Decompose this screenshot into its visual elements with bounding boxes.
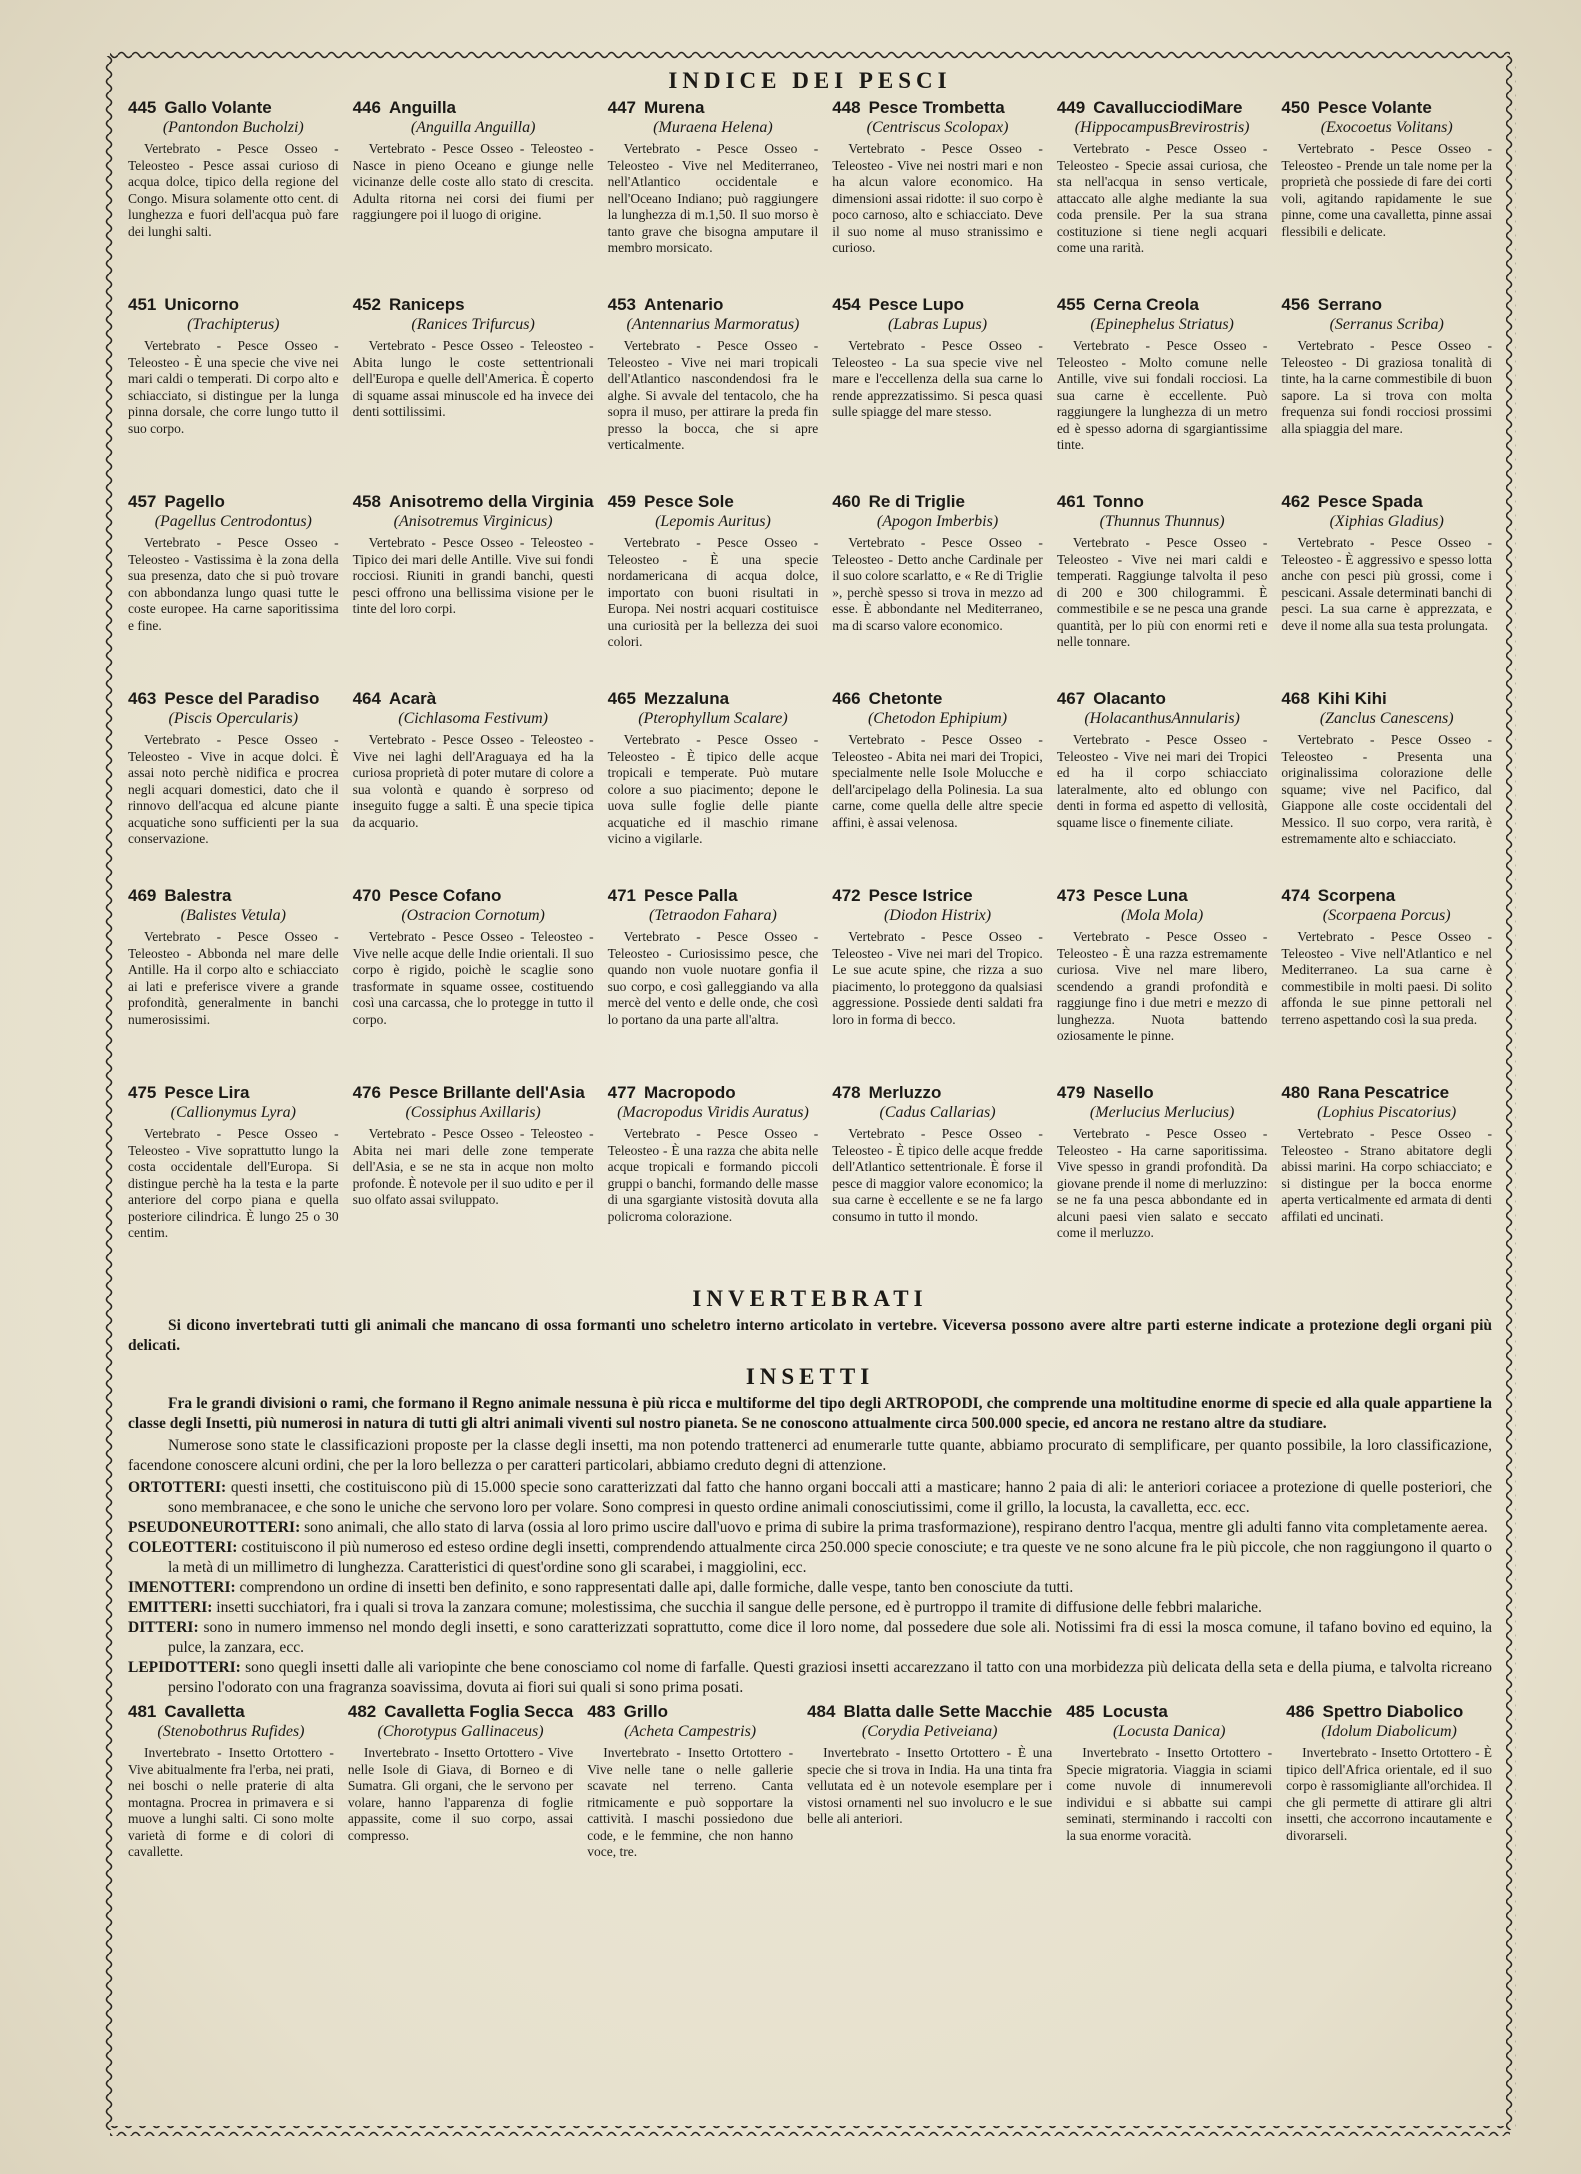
entry-scientific-name: (Pterophyllum Scalare) <box>638 710 788 727</box>
entry-scientific-name: (Corydia Petiveiana) <box>861 1723 998 1740</box>
insetti-paragraph-1: Fra le grandi divisioni o rami, che formano il Regno animale nessuna è più ricca e multiforme del tipo degli ARTROPODI, che comprende una moltitudine enorme di specie ed alla quale appartiene la classe degli Insetti, più numerosi in natura di tutti gli altri animali viventi sul nostro pianeta. Se ne conoscono attualmente circa 500.000 specie, ed ancora ne restano altre da studiare. <box>128 1395 1492 1432</box>
index-entry <box>353 295 594 492</box>
entry-description: Invertebrato - Insetto Ortottero - Vive nelle tane o nelle gallerie scavate nel terreno. Canta ritmicamente e può sopportare la cattività. I maschi possiedono due code, e le femmine, che non hanno voce, tre. <box>587 1745 794 1859</box>
entry-number: 483 <box>587 1702 616 1721</box>
entry-name: Unicorno <box>164 295 239 314</box>
entry-name: Acarà <box>388 689 437 708</box>
entry-name: Cavalletta <box>164 1702 245 1721</box>
entry-description: Vertebrato - Pesce Osseo - Teleosteo - Vive nel Mediterraneo, nell'Atlantico occidentale e nell'Oceano Indiano; può raggiungere la lunghezza di m.1,50. Il suo morso è tanto grave che bisogna amputare il membro morsicato. <box>607 141 819 255</box>
entry-name: Balestra <box>164 886 232 905</box>
entry-name: Kihi Kihi <box>1317 689 1387 708</box>
index-entry <box>1057 98 1268 295</box>
entry-heading <box>608 1083 819 1103</box>
entry-description: Invertebrato - Insetto Ortottero - Vive nelle Isole di Giava, di Borneo e di Sumatra. Gli organi, che le servono per volare, hanno l'apparenza di foglie appassite, come il suo corpo, assai compresso. <box>347 1745 574 1843</box>
entry-scientific-name: (Callionymus Lyra) <box>170 1104 296 1121</box>
index-entry <box>608 1083 819 1280</box>
entry-number: 464 <box>352 689 381 708</box>
entry-scientific-name: (Centriscus Scolopax) <box>866 119 1009 136</box>
entry-name: Mezzaluna <box>644 689 730 708</box>
entry-number: 486 <box>1286 1702 1315 1721</box>
order-description: questi insetti, che costituiscono più di 15.000 specie sono caratterizzati dal fatto che hanno organi boccali atti a masticare; hanno 2 paia di ali: le anteriori coriacee a protezione di quelle posteriori, che sono membranacee, e che sono le uniche che servono loro per volare. Sono compresi in questo ordine animali conosciutissimi, come il grillo, la locusta, la cavalletta, ecc. ecc. <box>168 1479 1493 1516</box>
entry-description: Vertebrato - Pesce Osseo - Teleosteo - Nasce in pieno Oceano e giunge nelle vicinanze delle coste allo stato di crescita. Adulta ritorna nei corsi dei fiumi per raggiungere poi il luogo di origine. <box>352 141 594 222</box>
entry-name: Grillo <box>623 1702 668 1721</box>
entry-number: 480 <box>1281 1083 1310 1102</box>
entry-scientific-name: (Trachipterus) <box>187 316 280 333</box>
entry-scientific-name: (Zanclus Canescens) <box>1319 710 1454 727</box>
entry-description: Vertebrato - Pesce Osseo - Teleosteo - Vive soprattutto lungo la costa occidentale dell'Europa. Si distingue perchè ha la testa e la parte anteriore del corpo piana e quella posteriore cilindrica. È lungo 25 o 30 centim. <box>128 1126 339 1240</box>
entry-number: 475 <box>128 1083 157 1102</box>
entry-heading <box>1281 98 1492 118</box>
entry-description: Vertebrato - Pesce Osseo - Teleosteo - È aggressivo e spesso lotta anche con pesci più grossi, come i pescicani. Assale determinati banchi di pesci. La sua carne è apprezzata, e deve il nome alla sua testa prolungata. <box>1281 535 1492 633</box>
index-entry <box>832 492 1043 689</box>
entry-heading <box>1057 689 1268 709</box>
index-entry <box>353 98 594 295</box>
entry-heading <box>128 886 339 906</box>
entry-description: Vertebrato - Pesce Osseo - Teleosteo - È tipico delle acque tropicali e temperate. Può mutare colore a suo piacimento; depone le uova sulle foglie delle piante acquatiche ed il maschio rimane vicino a vigilarle. <box>607 732 819 846</box>
index-entry <box>587 1702 793 1928</box>
entry-scientific-name: (Cossiphus Axillaris) <box>405 1104 541 1121</box>
entry-scientific-name: (Idolum Diabolicum) <box>1321 1723 1457 1740</box>
entry-scientific-name: (Ostracion Cornotum) <box>401 907 545 924</box>
entry-number: 460 <box>832 492 861 511</box>
entry-scientific-name: (Tetraodon Fahara) <box>649 907 777 924</box>
entry-number: 477 <box>607 1083 637 1102</box>
entry-number: 478 <box>832 1083 861 1102</box>
insetti-title: INSETTI <box>745 1364 875 1389</box>
entry-number: 458 <box>352 492 381 511</box>
entry-scientific-name: (Exocoetus Volitans) <box>1320 119 1453 136</box>
index-entry <box>1057 886 1268 1083</box>
entry-name: Blatta dalle Sette Macchie <box>843 1702 1053 1721</box>
entry-heading <box>608 886 819 906</box>
entry-number: 454 <box>832 295 861 314</box>
entry-name: Pesce Sole <box>644 492 734 511</box>
order-description: sono animali, che allo stato di larva (ossia al loro primo uscire dall'uovo e prima di subire la prima trasformazione), respirano dentro l'acqua, mentre gli adulti fanno vita completamente aerea. <box>304 1519 1488 1536</box>
entry-number: 445 <box>128 98 157 117</box>
entry-name: Pesce Spada <box>1317 492 1423 511</box>
entry-heading <box>608 295 819 315</box>
index-entry <box>353 492 594 689</box>
entry-scientific-name: (Lepomis Auritus) <box>655 513 771 530</box>
entry-description: Vertebrato - Pesce Osseo - Teleosteo - È tipico delle acque fredde dell'Atlantico settentrionale. È forse il pesce di maggior valore economico; la sua carne è eccellente e se ne fa largo consumo in tutto il mondo. <box>832 1126 1043 1224</box>
entry-description: Vertebrato - Pesce Osseo - Teleosteo - Prende un tale nome per la proprietà che possiede di fare dei corti voli, agitando rapidamente le sue pinne, come una cavalletta, pinne assai flessibili e delicate. <box>1281 141 1492 239</box>
entry-description: Vertebrato - Pesce Osseo - Teleosteo - È una specie che vive nei mari caldi o temperati. Di corpo alto e schiacciato, si distingue per la lunga pinna dorsale, che corre lungo tutto il suo corpo. <box>128 338 339 436</box>
entry-number: 473 <box>1056 886 1086 905</box>
entry-number: 468 <box>1281 689 1310 708</box>
entry-scientific-name: (Anguilla Anguilla) <box>410 119 536 136</box>
entry-scientific-name: (Balistes Vetula) <box>180 907 286 924</box>
entry-scientific-name: (Epinephelus Striatus) <box>1090 316 1234 333</box>
entry-number: 453 <box>607 295 637 314</box>
entry-name: Tonno <box>1093 492 1144 511</box>
entry-description: Vertebrato - Pesce Osseo - Teleosteo - Pesce assai curioso di acqua dolce, tipico della regione del Congo. Misura solamente otto cent. di lunghezza e fuori dell'acqua può fare dei lunghi salti. <box>128 141 339 239</box>
index-entry <box>1281 295 1492 492</box>
entry-name: CavallucciodiMare <box>1093 98 1243 117</box>
entry-name: Chetonte <box>868 689 943 708</box>
index-entry <box>1286 1702 1492 1928</box>
entry-name: Pesce Palla <box>644 886 738 905</box>
entry-heading <box>1057 295 1268 315</box>
entry-description: Vertebrato - Pesce Osseo - Teleosteo - Vive nei mari del Tropico. Le sue acute spine, che rizza a suo piacimento, lo proteggono da qualsiasi aggressione. Possiede denti saldati fra loro in forma di becco. <box>832 929 1043 1027</box>
entry-heading <box>1057 492 1268 512</box>
entry-heading <box>832 492 1043 512</box>
entry-number: 472 <box>832 886 861 905</box>
entry-description: Vertebrato - Pesce Osseo - Teleosteo - Vive nei mari tropicali dell'Atlantico nascondendosi fra le alghe. Si avvale del tentacolo, che ha sopra il muso, per attirare la preda fin presso la bocca, che si apre verticalmente. <box>607 338 819 452</box>
order-name: LEPIDOTTERI: <box>128 1659 241 1676</box>
index-entry <box>1281 886 1492 1083</box>
entry-number: 479 <box>1056 1083 1086 1102</box>
index-entry <box>1066 1702 1272 1928</box>
entry-name: Pesce Cofano <box>388 886 502 905</box>
entry-heading <box>353 689 594 709</box>
entry-name: Pagello <box>164 492 225 511</box>
entry-heading <box>1057 98 1268 118</box>
entry-name: Pesce Luna <box>1093 886 1188 905</box>
entry-name: Pesce del Paradiso <box>164 689 320 708</box>
entry-number: 456 <box>1281 295 1310 314</box>
entry-name: Pesce Istrice <box>868 886 973 905</box>
index-entry <box>1281 1083 1492 1280</box>
entry-name: Pesce Volante <box>1317 98 1432 117</box>
entry-scientific-name: (Chetodon Ephipium) <box>867 710 1008 727</box>
index-entry <box>128 492 339 689</box>
entry-description: Invertebrato - Insetto Ortottero - Specie migratoria. Viaggia in sciami come nuvole di innumerevoli individui e si abbatte sui campi seminati, sterminando i raccolti con la sua enorme voracità. <box>1066 1745 1273 1843</box>
entry-name: Serrano <box>1317 295 1383 314</box>
index-entry <box>128 689 339 886</box>
entry-scientific-name: (Cadus Callarias) <box>879 1104 996 1121</box>
invertebrati-text: Si dicono invertebrati tutti gli animali che mancano di ossa formanti uno scheletro interno articolato in vertebre. Viceversa possono avere altre parti esterne indicate a protezione degli organi più delicati. <box>128 1317 1492 1354</box>
insect-order <box>128 1538 1492 1578</box>
index-entry <box>1057 1083 1268 1280</box>
entry-description: Vertebrato - Pesce Osseo - Teleosteo - È una razza che abita nelle acque tropicali e formando piccoli gruppi o banchi, formando delle masse di una sgargiante vistosità dovuta alla policroma colorazione. <box>607 1126 819 1224</box>
index-entry <box>128 295 339 492</box>
entry-name: Raniceps <box>388 295 465 314</box>
order-name: EMITTERI: <box>128 1599 213 1616</box>
entry-scientific-name: (Mola Mola) <box>1121 907 1204 924</box>
entry-heading <box>1281 295 1492 315</box>
entry-number: 474 <box>1281 886 1310 905</box>
entry-heading <box>128 1083 339 1103</box>
entry-description: Vertebrato - Pesce Osseo - Teleosteo - È una specie nordamericana di acqua dolce, importato con buoni risultati in Europa. Nei nostri acquari costituisce una curiosità per la bellezza dei suoi colori. <box>607 535 819 649</box>
entry-heading <box>608 492 819 512</box>
entry-heading <box>832 98 1043 118</box>
entry-scientific-name: (Apogon Imberbis) <box>876 513 999 530</box>
order-name: DITTERI: <box>128 1619 199 1636</box>
entry-heading <box>1281 1083 1492 1103</box>
entry-heading <box>1057 1083 1268 1103</box>
order-description: insetti succhiatori, fra i quali si trova la zanzara comune; molestissima, che succhia il sangue delle persone, ed è purtroppo il tramite di diffusione delle febbri malariche. <box>216 1599 1262 1616</box>
entry-number: 469 <box>128 886 157 905</box>
entry-scientific-name: (Acheta Campestris) <box>624 1723 757 1740</box>
index-entry <box>608 295 819 492</box>
order-name: PSEUDONEUROTTERI: <box>128 1519 301 1536</box>
entry-heading <box>608 98 819 118</box>
entry-number: 446 <box>352 98 381 117</box>
entry-description: Vertebrato - Pesce Osseo - Teleosteo - Tipico dei mari delle Antille. Vive sui fondi rocciosi. Riuniti in grandi banchi, questi pesci offrono una bellissima visione per le tinte del loro corpi. <box>352 535 594 616</box>
index-entry <box>128 1083 339 1280</box>
entry-number: 467 <box>1056 689 1086 708</box>
entry-scientific-name: (Antennarius Marmoratus) <box>626 316 800 333</box>
entry-scientific-name: (Pantondon Bucholzi) <box>162 119 304 136</box>
entry-name: Merluzzo <box>868 1083 942 1102</box>
entry-heading <box>128 689 339 709</box>
entry-description: Vertebrato - Pesce Osseo - Teleosteo - Abita lungo le coste settentrionali dell'Europa e quelle dell'America. È coperto di squame assai minuscole ed ha invece dei denti sottilissimi. <box>352 338 594 419</box>
entry-name: Pesce Trombetta <box>868 98 1005 117</box>
entry-heading <box>1281 492 1492 512</box>
entry-name: Anisotremo della Virginia <box>388 492 594 511</box>
content <box>128 64 1492 1928</box>
entry-number: 457 <box>128 492 157 511</box>
entry-description: Vertebrato - Pesce Osseo - Teleosteo - Di graziosa tonalità di tinte, ha la carne commestibile di buon sapore. La si trova con molta frequenza sui fondi rocciosi prossimi alla spiaggia del mare. <box>1281 338 1492 436</box>
insect-order <box>128 1518 1492 1538</box>
insect-order <box>128 1658 1492 1698</box>
entry-scientific-name: (Pagellus Centrodontus) <box>154 513 312 530</box>
index-entry <box>1281 98 1492 295</box>
entry-name: Anguilla <box>388 98 457 117</box>
entry-description: Vertebrato - Pesce Osseo - Teleosteo - Vive nei mari caldi e temperati. Raggiunge talvolta il peso di 200 e 300 chilogrammi. È commestibile e se ne pesca una grande quantità, per lo più con enormi reti e nelle tonnare. <box>1056 535 1268 649</box>
entry-number: 461 <box>1056 492 1086 511</box>
entry-heading <box>353 1083 594 1103</box>
fish-index-grid <box>128 98 1492 1280</box>
entry-heading <box>1286 1702 1492 1722</box>
entry-description: Vertebrato - Pesce Osseo - Teleosteo - È una razza estremamente curiosa. Vive nel mare libero, scendendo a grandi profondità e raggiunge fino i due metri e mezzo di lunghezza. Nuota battendo oziosamente le pinne. <box>1056 929 1268 1043</box>
order-name: COLEOTTERI: <box>128 1539 238 1556</box>
entry-description: Vertebrato - Pesce Osseo - Teleosteo - Ha carne saporitissima. Vive spesso in grandi profondità. Da giovane prende il nome di merluzzino: se ne fa una pesca abbondante ed in alcuni paesi vien salato e seccato come il merluzzo. <box>1056 1126 1268 1240</box>
index-entry <box>608 689 819 886</box>
entry-name: Murena <box>644 98 705 117</box>
entry-heading <box>832 1083 1043 1103</box>
index-entry <box>1281 689 1492 886</box>
entry-description: Vertebrato - Pesce Osseo - Teleosteo - Detto anche Cardinale per il suo colore scarlatto, e « Re di Triglie », perchè spesso si trova in mezzo ad esse. È abbondante nel Mediterraneo, ma di scarso valore economico. <box>832 535 1043 633</box>
index-entry <box>353 886 594 1083</box>
order-description: sono in numero immenso nel mondo degli insetti, e sono caratterizzati soprattutto, come dice il loro nome, dal possedere due sole ali. Notissimi fra di essi la mosca comune, il tafano bovino ed equino, la pulce, la zanzara, ecc. <box>168 1619 1492 1656</box>
insect-order <box>128 1478 1492 1518</box>
entry-heading <box>353 886 594 906</box>
entry-heading <box>807 1702 1052 1722</box>
entry-description: Vertebrato - Pesce Osseo - Teleosteo - La sua specie vive nel mare e l'eccellenza della sua carne lo rende apprezzatissimo. Si pesca quasi sulle spiagge del mare stesso. <box>832 338 1043 419</box>
entry-heading <box>832 295 1043 315</box>
page-title: INDICE DEI PESCI <box>668 68 952 93</box>
entry-number: 448 <box>832 98 861 117</box>
entry-description: Invertebrato - Insetto Ortottero - Vive abitualmente fra l'erba, nei prati, nei boschi o nelle praterie di alta montagna. Procrea in primavera e si muove a lunghi salti. Ci sono molte varietà di forme e di colori di cavallette. <box>128 1745 334 1859</box>
entry-heading <box>128 295 339 315</box>
index-entry <box>348 1702 573 1928</box>
entry-scientific-name: (Diodon Histrix) <box>883 907 992 924</box>
order-description: sono quegli insetti dalle ali variopinte che bene conosciamo col nome di farfalle. Questi graziosi insetti accarezzano il tatto con una morbidezza più delicata della seta e della piuma, e talvolta ricreano persino l'odorato con una fragranza soavissima, dovuta ai fiori sui quali si sono prima posati. <box>168 1659 1493 1696</box>
entry-description: Vertebrato - Pesce Osseo - Teleosteo - Curiosissimo pesce, che quando non vuole nuotare gonfia il suo corpo, e così galleggiando va alla mercè del vento e delle onde, che così lo portano da una parte all'altra. <box>607 929 819 1027</box>
entry-number: 452 <box>352 295 381 314</box>
entry-scientific-name: (Merlucius Merlucius) <box>1089 1104 1235 1121</box>
entry-number: 485 <box>1066 1702 1095 1721</box>
index-entry <box>608 98 819 295</box>
index-entry <box>128 98 339 295</box>
index-entry <box>832 1083 1043 1280</box>
entry-name: Re di Triglie <box>868 492 965 511</box>
entry-number: 471 <box>607 886 637 905</box>
entry-scientific-name: (Piscis Opercularis) <box>168 710 299 727</box>
entry-scientific-name: (Scorpaena Porcus) <box>1322 907 1451 924</box>
index-entry <box>353 1083 594 1280</box>
entry-heading <box>1066 1702 1272 1722</box>
entry-number: 455 <box>1056 295 1086 314</box>
entry-scientific-name: (HolacanthusAnnularis) <box>1084 710 1240 727</box>
entry-heading <box>608 689 819 709</box>
insect-orders-list <box>128 1478 1492 1698</box>
entry-scientific-name: (Ranices Trifurcus) <box>411 316 535 333</box>
entry-number: 447 <box>607 98 637 117</box>
index-entry <box>1057 295 1268 492</box>
entry-name: Olacanto <box>1093 689 1166 708</box>
index-entry <box>832 689 1043 886</box>
index-entry <box>353 689 594 886</box>
insetti-paragraph-2: Numerose sono state le classificazioni proposte per la classe degli insetti, ma non potendo trattenerci ad enumerarle tutte quante, abbiamo procurato di semplificare, per quanto possibile, la loro classificazione, facendone conoscere alcuni ordini, che per la loro bellezza o per caratteri particolari, abbiamo creduto degni di attenzione. <box>128 1437 1492 1474</box>
entry-name: Antenario <box>644 295 724 314</box>
entry-scientific-name: (Cichlasoma Festivum) <box>398 710 548 727</box>
entry-scientific-name: (Locusta Danica) <box>1112 1723 1226 1740</box>
entry-description: Vertebrato - Pesce Osseo - Teleosteo - Vive nelle acque delle Indie orientali. Il suo corpo è rigido, poichè le scaglie sono trasformate in squame ossee, costituendo così una carcassa, che lo protegge in tutto il corpo. <box>352 929 594 1027</box>
entry-description: Vertebrato - Pesce Osseo - Teleosteo - Abita nei mari delle zone temperate dell'Asia, e se ne sta in acque non molto profonde. È notevole per il suo udito e per il suo olfato assai sviluppato. <box>352 1126 594 1207</box>
entry-name: Rana Pescatrice <box>1317 1083 1450 1102</box>
entry-name: Nasello <box>1093 1083 1154 1102</box>
entry-name: Cerna Creola <box>1093 295 1200 314</box>
entry-scientific-name: (Serranus Scriba) <box>1329 316 1444 333</box>
entry-heading <box>128 492 339 512</box>
entry-scientific-name: (Thunnus Thunnus) <box>1099 513 1225 530</box>
entry-number: 450 <box>1281 98 1310 117</box>
entry-description: Vertebrato - Pesce Osseo - Teleosteo - Molto comune nelle Antille, vive sui fondali rocciosi. La sua carne è eccellente. Può raggiungere la lunghezza di un metro ed è spesso adorna di sgargiantissime tinte. <box>1056 338 1268 452</box>
insect-index-grid <box>128 1702 1492 1928</box>
entry-description: Vertebrato - Pesce Osseo - Teleosteo - Specie assai curiosa, che sta nell'acqua in senso verticale, attaccato alle alghe mediante la sua coda prensile. Per la sua strana costituzione si tiene negli acquari come una rarità. <box>1056 141 1268 255</box>
entry-number: 466 <box>832 689 861 708</box>
entry-description: Vertebrato - Pesce Osseo - Teleosteo - Vive nei laghi dell'Araguaya ed ha la curiosa proprietà di poter mutare di colore a sua volontà e quando è sorpreso od inseguito fugge a salti. È una specie tipica da acquario. <box>352 732 594 830</box>
entry-description: Vertebrato - Pesce Osseo - Teleosteo - Vive nei mari dei Tropici ed ha il corpo schiacciato lateralmente, alto ed oblungo con denti in forma ed aspetto di vellosità, squame lisce o finemente ciliate. <box>1056 732 1268 830</box>
index-entry <box>832 886 1043 1083</box>
order-description: costituiscono il più numeroso ed esteso ordine degli insetti, comprendendo attualmente circa 250.000 specie conosciute; e tra queste ve ne sono alcune fra le più piccole, che non raggiungono il quarto o la metà di un millimetro di lunghezza. Caratteristici di quest'ordine sono gli scarabei, i maggiolini, ecc. <box>168 1539 1492 1576</box>
entry-description: Invertebrato - Insetto Ortottero - È una specie che si trova in India. Ha una tinta fra vellutata ed è un notevole esemplare per i vistosi ornamenti nel suo involucro e le sue belle ali anteriori. <box>807 1745 1053 1826</box>
entry-number: 459 <box>607 492 637 511</box>
insect-order <box>128 1598 1492 1618</box>
entry-name: Gallo Volante <box>164 98 272 117</box>
entry-scientific-name: (Stenobothrus Rufides) <box>157 1723 305 1740</box>
entry-heading <box>1281 886 1492 906</box>
order-name: ORTOTTERI: <box>128 1479 227 1496</box>
entry-name: Macropodo <box>644 1083 736 1102</box>
entry-name: Locusta <box>1102 1702 1168 1721</box>
index-entry <box>1281 492 1492 689</box>
index-entry <box>608 886 819 1083</box>
entry-scientific-name: (Chorotypus Gallinaceus) <box>377 1723 544 1740</box>
entry-description: Vertebrato - Pesce Osseo - Teleosteo - Vive nell'Atlantico e nel Mediterraneo. La sua carne è commestibile in molti paesi. Di solito affonda le sue pinne pettorali nel terreno aspettando così la sua preda. <box>1281 929 1492 1027</box>
entry-heading <box>353 492 594 512</box>
order-description: comprendono un ordine di insetti ben definito, e sono rappresentati dalle api, dalle formiche, dalle vespe, tanto ben conosciute da tutti. <box>239 1579 1074 1596</box>
entry-heading <box>128 98 339 118</box>
index-entry <box>608 492 819 689</box>
entry-name: Pesce Brillante dell'Asia <box>388 1083 585 1102</box>
entry-number: 470 <box>352 886 381 905</box>
index-entry <box>1057 492 1268 689</box>
entry-scientific-name: (Labras Lupus) <box>887 316 988 333</box>
entry-scientific-name: (Anisotremus Virginicus) <box>393 513 553 530</box>
entry-scientific-name: (Muraena Helena) <box>653 119 773 136</box>
entry-name: Pesce Lira <box>164 1083 250 1102</box>
entry-heading <box>832 886 1043 906</box>
entry-number: 465 <box>607 689 637 708</box>
entry-number: 449 <box>1056 98 1086 117</box>
entry-description: Vertebrato - Pesce Osseo - Teleosteo - Abita nei mari dei Tropici, specialmente nelle Isole Molucche e dell'arcipelago della Polinesia. La sua carne, come quella delle altre specie affini, è assai velenosa. <box>832 732 1043 830</box>
entry-scientific-name: (Xiphias Gladius) <box>1329 513 1444 530</box>
entry-heading <box>1057 886 1268 906</box>
entry-description: Vertebrato - Pesce Osseo - Teleosteo - Vastissima è la zona della sua presenza, dato che si può trovare con abbondanza lungo quasi tutte le coste europee. Ha carne saporitissima e fine. <box>128 535 339 633</box>
index-entry <box>128 886 339 1083</box>
entry-heading <box>348 1702 573 1722</box>
entry-heading <box>587 1702 793 1722</box>
entry-number: 482 <box>347 1702 377 1721</box>
entry-name: Pesce Lupo <box>868 295 965 314</box>
entry-number: 462 <box>1281 492 1310 511</box>
index-entry <box>128 1702 334 1928</box>
entry-name: Spettro Diabolico <box>1322 1702 1464 1721</box>
index-entry <box>807 1702 1052 1928</box>
entry-description: Vertebrato - Pesce Osseo - Teleosteo - Vive nei nostri mari e non ha alcun valore economico. Ha dimensioni assai ridotte: il suo corpo è poco carnoso, alto e schiacciato. Deve il suo nome al muso stranissimo e curioso. <box>832 141 1043 255</box>
entry-number: 481 <box>128 1702 157 1721</box>
entry-scientific-name: (Macropodus Viridis Auratus) <box>617 1104 809 1121</box>
entry-heading <box>353 295 594 315</box>
index-entry <box>1057 689 1268 886</box>
entry-description: Invertebrato - Insetto Ortottero - È tipico dell'Africa orientale, ed il suo corpo è rassomigliante all'orchidea. Il che gli permette di attirare gli altri insetti, che accorrono incautamente e divorarseli. <box>1286 1745 1492 1843</box>
entry-name: Scorpena <box>1317 886 1396 905</box>
entry-description: Vertebrato - Pesce Osseo - Teleosteo - Abbonda nel mare delle Antille. Ha il corpo alto e schiacciato ai lati e preferisce vivere a grande profondità, generalmente in banchi numerosissimi. <box>128 929 339 1027</box>
entry-name: Cavalletta Foglia Secca <box>384 1702 574 1721</box>
index-entry <box>832 98 1043 295</box>
entry-heading <box>1281 689 1492 709</box>
entry-description: Vertebrato - Pesce Osseo - Teleosteo - Vive in acque dolci. È assai noto perchè nidifica e procrea negli acquari domestici, dato che il rinnovo dell'acqua ed alcune piante acquatiche sono sufficienti per la sua conservazione. <box>128 732 339 846</box>
entry-heading <box>353 98 594 118</box>
entry-scientific-name: (Lophius Piscatorius) <box>1317 1104 1457 1121</box>
entry-number: 484 <box>807 1702 836 1721</box>
entry-scientific-name: (HippocampusBrevirostris) <box>1074 119 1250 136</box>
entry-description: Vertebrato - Pesce Osseo - Teleosteo - Presenta una originalissima colorazione delle squame; vive nel Pacifico, dal Giappone alle coste occidentali del Messico. Il suo corpo, vera rarità, è estremamente alto e schiacciato. <box>1281 732 1492 846</box>
index-entry <box>832 295 1043 492</box>
entry-description: Vertebrato - Pesce Osseo - Teleosteo - Strano abitatore degli abissi marini. Ha corpo schiacciato; e si distingue per la bocca enorme aperta verticalmente ed armata di denti affilati ed uncinati. <box>1281 1126 1492 1224</box>
entry-heading <box>128 1702 334 1722</box>
order-name: IMENOTTERI: <box>128 1579 236 1596</box>
insect-order <box>128 1578 1492 1598</box>
entry-heading <box>832 689 1043 709</box>
insect-order <box>128 1618 1492 1658</box>
entry-number: 476 <box>352 1083 381 1102</box>
entry-number: 451 <box>128 295 157 314</box>
invertebrati-title: INVERTEBRATI <box>692 1286 928 1311</box>
entry-number: 463 <box>128 689 157 708</box>
